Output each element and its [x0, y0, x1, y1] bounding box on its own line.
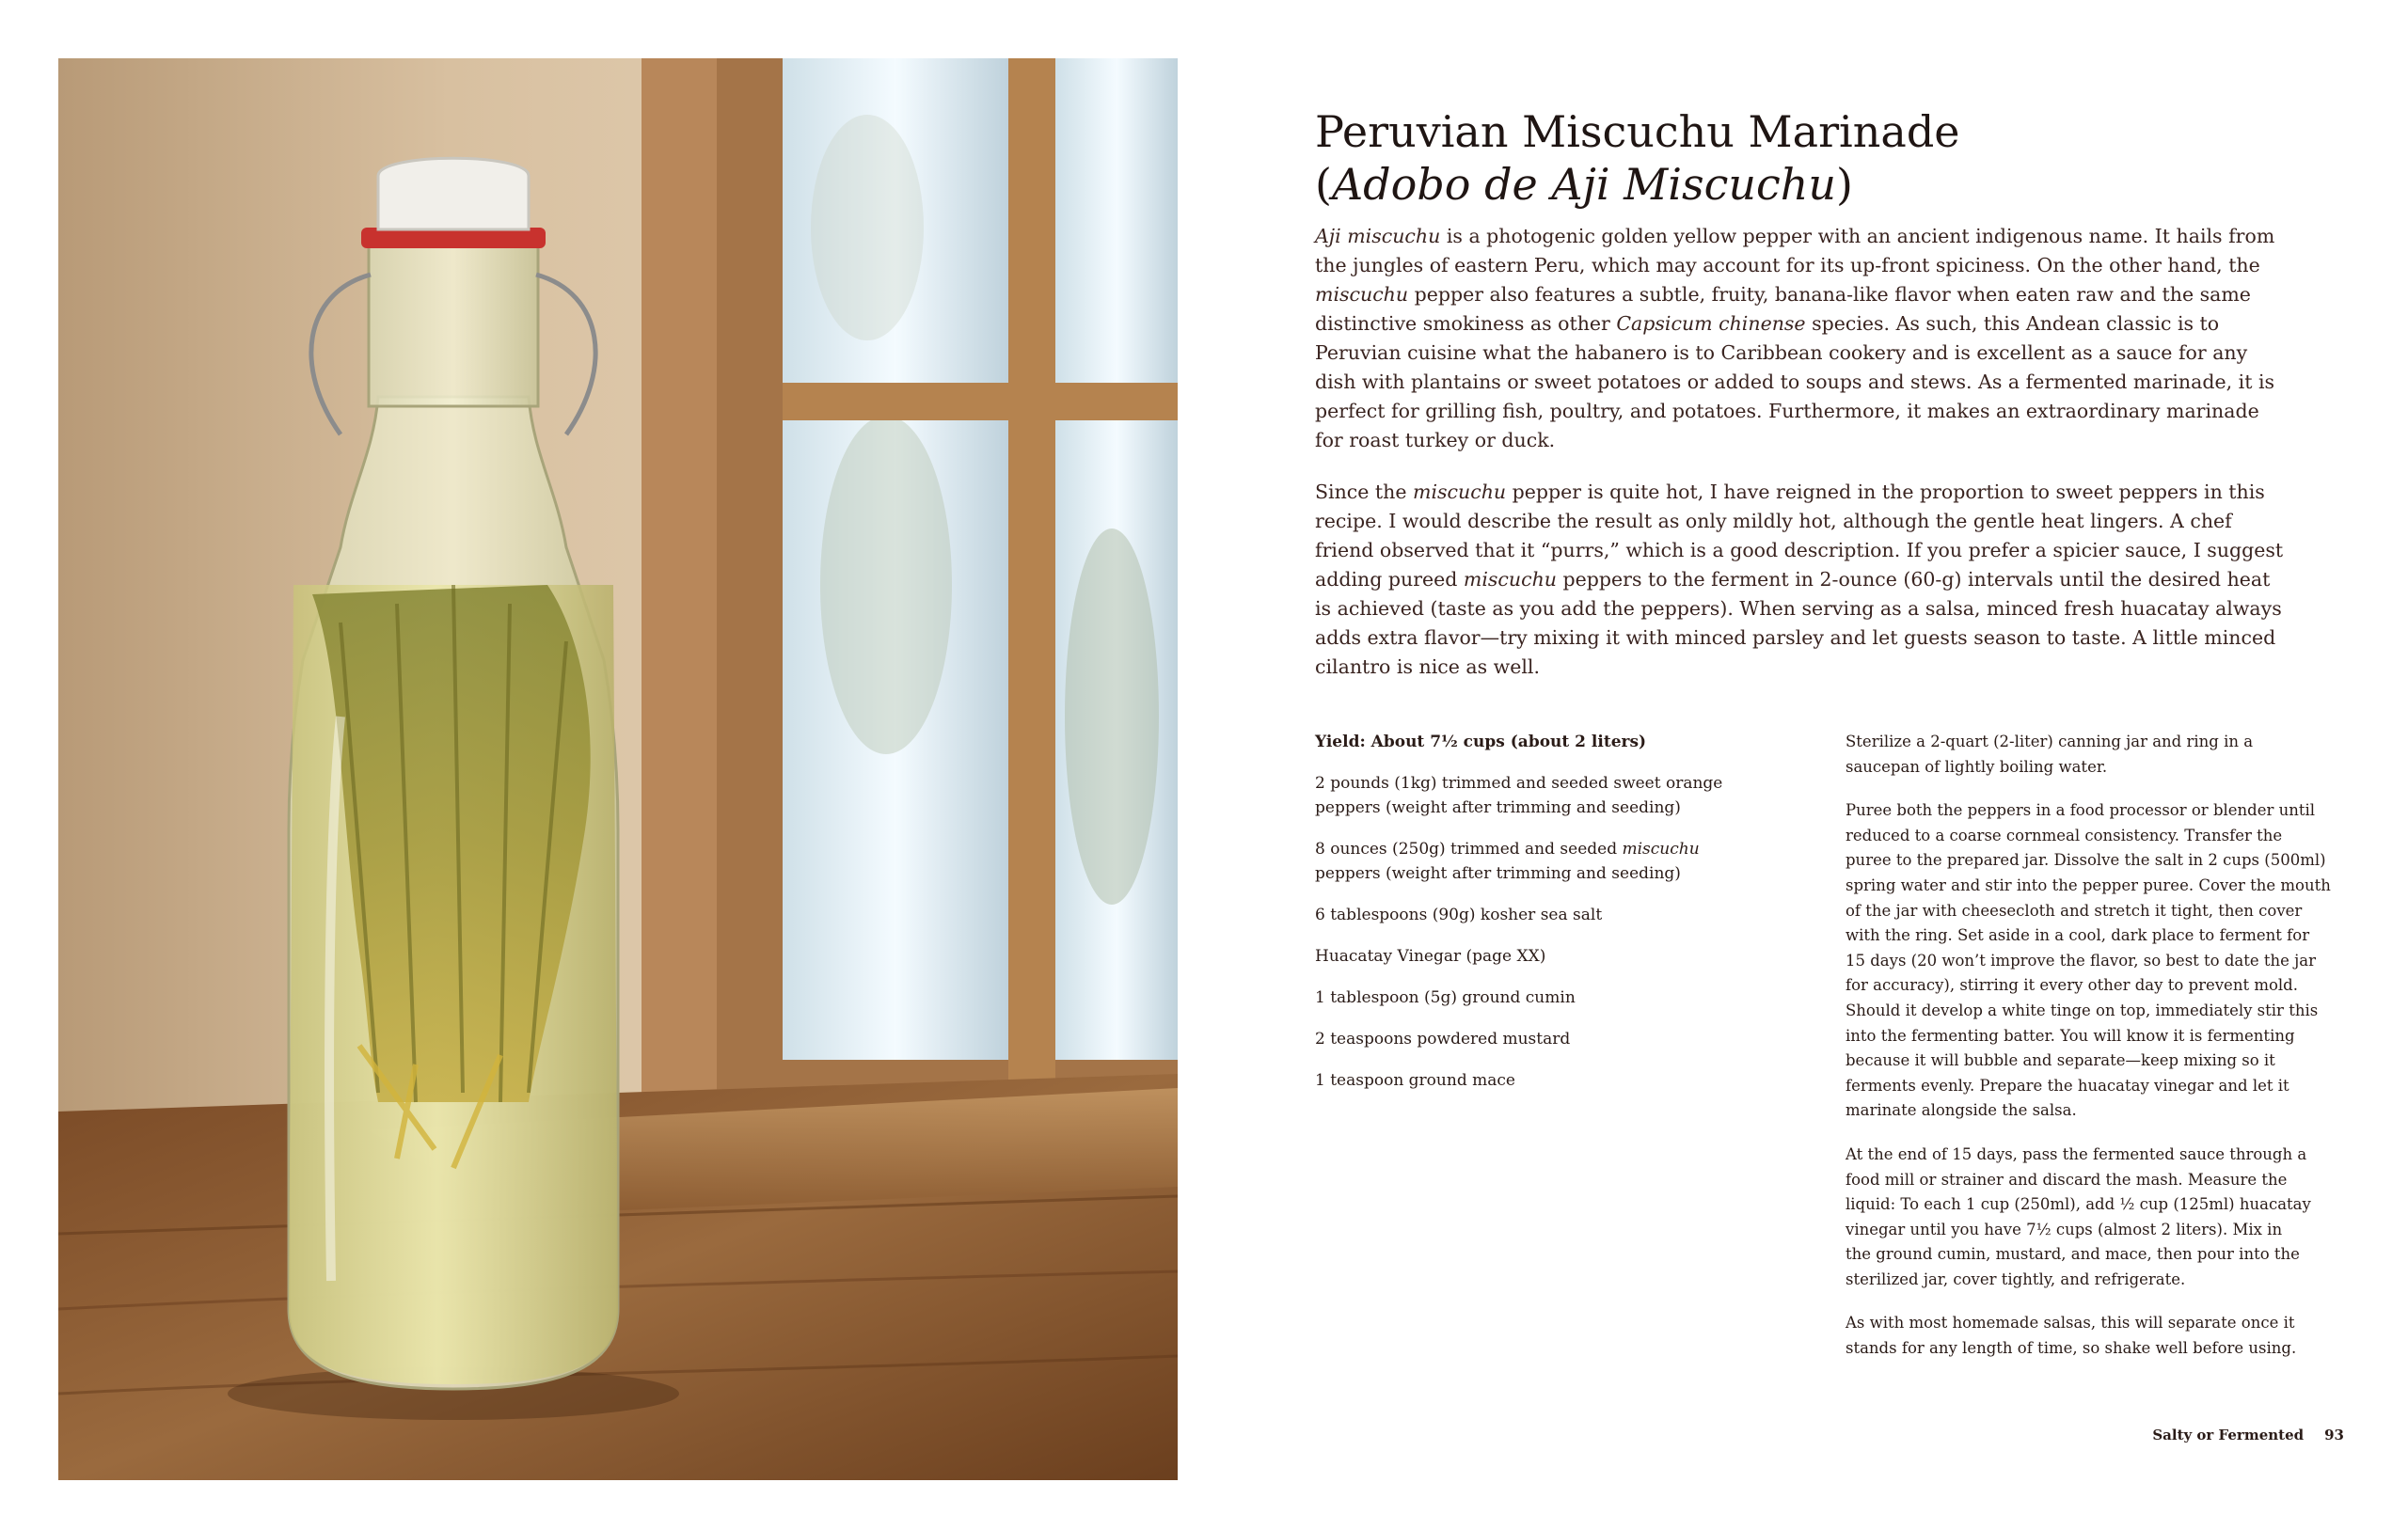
intro-paragraph-2 — [1315, 478, 2350, 682]
text-line: the ground cumin, mustard, and mace, then pour into the — [1846, 1245, 2300, 1264]
text-line: because it will bubble and separate—keep mixing so it — [1846, 1051, 2275, 1070]
text-run: peppers (weight after trimming and seeding) — [1315, 864, 1681, 883]
text-line: As with most homemade salsas, this will separate once it — [1846, 1314, 2295, 1333]
text-line: puree to the prepared jar. Dissolve the salt in 2 cups (500ml) — [1846, 851, 2326, 870]
italic-term: miscuchu — [1622, 840, 1700, 859]
text-line: Puree both the peppers in a food processor or blender until — [1846, 801, 2316, 820]
text-line — [1315, 653, 2350, 682]
text-line: of the jar with cheesecloth and stretch it tight, then cover — [1846, 901, 2303, 920]
text-line: Sterilize a 2-quart (2-liter) canning jar and ring in a — [1846, 733, 2254, 750]
text-line — [1315, 339, 2350, 368]
text-line — [1315, 426, 2350, 455]
ingredient-item — [1315, 837, 1804, 886]
method-paragraph — [1846, 1311, 2372, 1361]
text-line — [1315, 507, 2350, 536]
text-line — [1315, 1068, 1804, 1093]
ingredient-item — [1315, 903, 1804, 927]
method-paragraph — [1846, 798, 2372, 1124]
method-paragraph — [1846, 730, 2372, 780]
ingredient-item — [1315, 944, 1804, 969]
text-line: At the end of 15 days, pass the fermented sauce through a — [1846, 1144, 2307, 1163]
recipe-title-main: Peruvian Miscuchu Marinade — [1315, 106, 1960, 157]
text-line: 15 days (20 won’t improve the flavor, so best to date the jar — [1846, 951, 2316, 970]
text-run: is achieved (taste as you add the peppers). When serving as a salsa, minced fresh huacatay always — [1315, 597, 2282, 620]
text-line — [1315, 903, 1804, 927]
italic-term: miscuchu — [1463, 568, 1557, 591]
text-run: 8 ounces (250g) trimmed and seeded — [1315, 840, 1623, 859]
text-run: Huacatay Vinegar (page XX) — [1315, 947, 1546, 966]
text-run: Since the — [1315, 481, 1414, 503]
text-run: Peruvian cuisine what the habanero is to Caribbean cookery and is excellent as a sauce for any — [1315, 341, 2248, 364]
text-line — [1315, 771, 1804, 796]
text-line — [1315, 796, 1804, 820]
ingredient-item — [1315, 1068, 1804, 1093]
text-line: vinegar until you have 7½ cups (almost 2 liters). Mix in — [1846, 1220, 2283, 1238]
text-line — [1315, 594, 2350, 623]
section-name: Salty or Fermented — [2152, 1427, 2305, 1443]
intro-paragraph-1 — [1315, 222, 2350, 455]
italic-term: miscuchu — [1315, 283, 1409, 306]
text-line: Should it develop a white tinge on top, immediately stir this — [1846, 1001, 2319, 1019]
text-line — [1315, 368, 2350, 397]
text-run: for roast turkey or duck. — [1315, 429, 1556, 451]
text-run: is a photogenic golden yellow pepper with an ancient indigenous name. It hails from — [1440, 225, 2275, 247]
text-line: ferments evenly. Prepare the huacatay vinegar and let it — [1846, 1076, 2289, 1095]
text-run: 2 teaspoons powdered mustard — [1315, 1030, 1571, 1049]
text-run: dish with plantains or sweet potatoes or added to soups and stews. As a fermented marinade, it is — [1315, 371, 2275, 393]
method-steps — [1846, 730, 2372, 1380]
text-run: pepper is quite hot, I have reigned in the proportion to sweet peppers in this — [1506, 481, 2265, 503]
text-line: food mill or strainer and discard the mash. Measure the — [1846, 1170, 2288, 1189]
text-run: 2 pounds (1kg) trimmed and seeded sweet orange — [1315, 774, 1723, 793]
text-run: peppers to the ferment in 2-ounce (60-g) intervals until the desired heat — [1557, 568, 2271, 591]
italic-term: miscuchu — [1413, 481, 1507, 503]
ingredients-list — [1315, 730, 1804, 1110]
text-line — [1315, 251, 2350, 280]
text-run: species. As such, this Andean classic is to — [1805, 312, 2220, 335]
text-line — [1315, 536, 2350, 565]
text-line: into the fermenting batter. You will know it is fermenting — [1846, 1026, 2295, 1045]
text-line: sterilized jar, cover tightly, and refrigerate. — [1846, 1270, 2186, 1288]
method-paragraph — [1846, 1143, 2372, 1293]
text-run: peppers (weight after trimming and seeding) — [1315, 798, 1681, 817]
text-line — [1315, 309, 2350, 339]
text-run: friend observed that it “purrs,” which is a good description. If you prefer a spicier sauce, I suggest — [1315, 539, 2284, 561]
text-line: marinate alongside the salsa. — [1846, 1101, 2077, 1120]
text-line: liquid: To each 1 cup (250ml), add ½ cup (125ml) huacatay — [1846, 1195, 2311, 1214]
recipe-title — [1315, 105, 2350, 211]
page-footer — [2145, 1427, 2344, 1443]
text-run: 1 tablespoon (5g) ground cumin — [1315, 988, 1576, 1007]
text-line — [1315, 986, 1804, 1010]
text-line: saucepan of lightly boiling water. — [1846, 757, 2108, 776]
recipe-title-subtitle: (Adobo de Aji Miscuchu) — [1315, 159, 1853, 210]
text-run: perfect for grilling fish, poultry, and potatoes. Furthermore, it makes an extraordinary marinade — [1315, 400, 2259, 422]
text-line — [1315, 222, 2350, 251]
text-line: reduced to a coarse cornmeal consistency. Transfer the — [1846, 826, 2283, 844]
text-run: distinctive smokiness as other — [1315, 312, 1617, 335]
text-line — [1315, 944, 1804, 969]
text-run: pepper also features a subtle, fruity, banana-like flavor when eaten raw and the same — [1408, 283, 2251, 306]
text-line — [1315, 837, 1804, 861]
bottle-on-windowsill-image — [58, 58, 1178, 1480]
text-line — [1315, 280, 2350, 309]
text-run: adds extra flavor—try mixing it with minced parsley and let guests season to taste. A little minced — [1315, 626, 2276, 649]
text-run: cilantro is nice as well. — [1315, 655, 1540, 678]
ingredient-item — [1315, 1027, 1804, 1051]
text-run: adding pureed — [1315, 568, 1464, 591]
text-line: with the ring. Set aside in a cool, dark place to ferment for — [1846, 926, 2310, 945]
text-run: 6 tablespoons (90g) kosher sea salt — [1315, 906, 1603, 924]
page-number: 93 — [2324, 1427, 2344, 1443]
text-line — [1315, 478, 2350, 507]
text-line — [1315, 1027, 1804, 1051]
text-line — [1315, 861, 1804, 886]
ingredient-item — [1315, 771, 1804, 820]
recipe-photo — [58, 58, 1178, 1480]
italic-term: Aji miscuchu — [1315, 225, 1441, 247]
text-run: 1 teaspoon ground mace — [1315, 1071, 1515, 1090]
text-run: recipe. I would describe the result as only mildly hot, although the gentle heat lingers. A chef — [1315, 510, 2232, 532]
text-line: spring water and stir into the pepper puree. Cover the mouth — [1846, 875, 2331, 894]
text-run: the jungles of eastern Peru, which may account for its up-front spiciness. On the other hand, the — [1315, 254, 2260, 276]
text-line — [1315, 623, 2350, 653]
ingredient-item — [1315, 986, 1804, 1010]
text-line — [1315, 397, 2350, 426]
text-line: stands for any length of time, so shake well before using. — [1846, 1339, 2297, 1358]
yield-line: Yield: About 7½ cups (about 2 liters) — [1315, 733, 1647, 751]
text-line: for accuracy), stirring it every other day to prevent mold. — [1846, 976, 2298, 995]
italic-term: Capsicum chinense — [1616, 312, 1806, 335]
text-line — [1315, 565, 2350, 594]
